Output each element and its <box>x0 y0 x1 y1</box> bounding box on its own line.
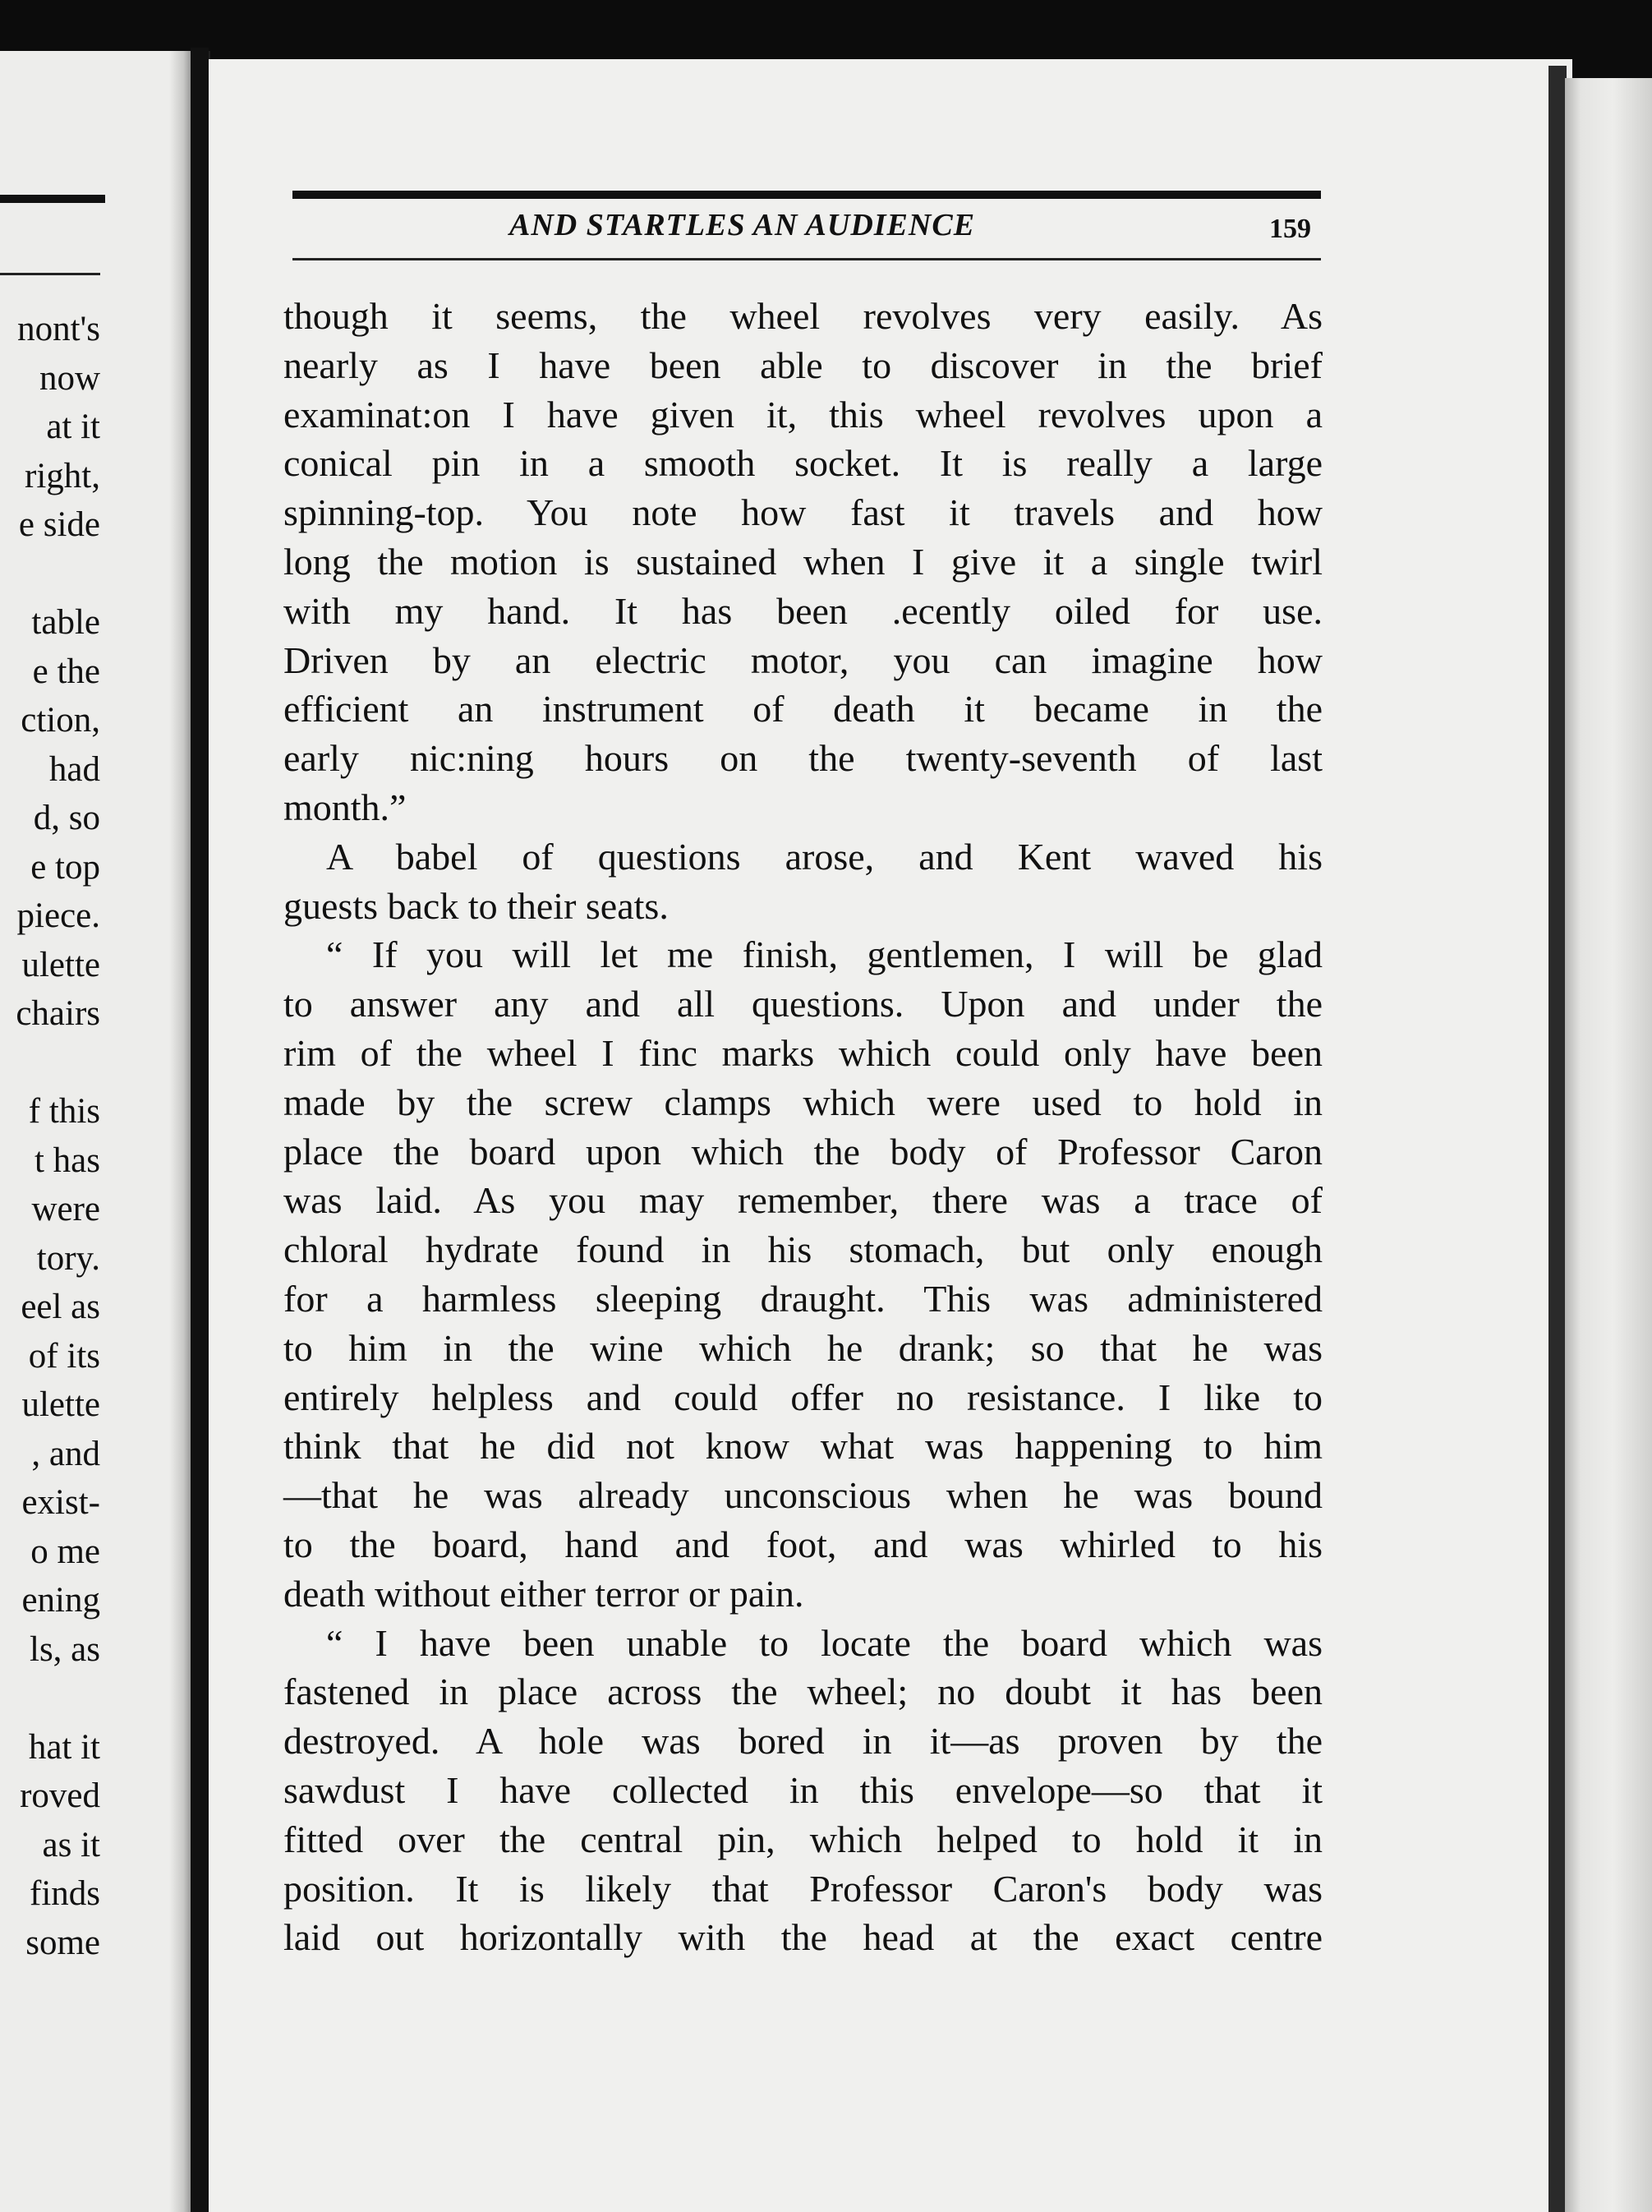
left-page-header-rule-thin <box>0 273 100 275</box>
left-page-line: tory. <box>36 1238 100 1278</box>
left-page-line: at it <box>46 408 100 446</box>
running-head: AND STARTLES AN AUDIENCE <box>509 208 976 242</box>
left-page-line: now <box>39 358 100 398</box>
left-page-line: d, so <box>33 799 100 837</box>
header-rule-top <box>292 191 1321 199</box>
left-page-line: f this <box>28 1092 100 1131</box>
left-page-text-fragments <box>16 305 100 1967</box>
text-line: rim of the wheel I finc marks which could only have been <box>283 1031 1323 1074</box>
text-line: was laid. As you may remember, there was a trace of <box>283 1179 1323 1222</box>
text-line: with my hand. It has been .ecently oiled for use. <box>283 589 1323 632</box>
text-line: for a harmless sleeping draught. This was administered <box>283 1277 1323 1320</box>
text-line: position. It is likely that Professor Caron's body was <box>283 1867 1323 1910</box>
left-page-line: o me <box>30 1532 100 1571</box>
text-line: place the board upon which the body of Professor Caron <box>283 1130 1323 1173</box>
left-page-line: were <box>31 1190 100 1228</box>
text-line: “ I have been unable to locate the board which was <box>326 1621 1323 1664</box>
left-page-line: eel as <box>21 1288 100 1326</box>
left-page-line: chairs <box>16 994 100 1033</box>
text-line: early nic:ning hours on the twenty-seventh of last <box>283 737 1323 780</box>
left-page-line: right, <box>25 456 100 495</box>
left-page-line: as it <box>42 1825 100 1864</box>
left-page-line: exist- <box>21 1483 100 1522</box>
left-page-line: finds <box>30 1874 100 1913</box>
left-page-line: ls, as <box>30 1629 100 1669</box>
text-line: death without either terror or pain. <box>283 1572 804 1615</box>
left-page-line: hat it <box>28 1727 100 1767</box>
book-spine <box>191 48 209 2212</box>
page-stack-edge <box>1565 78 1652 2212</box>
header-rule-bottom <box>292 258 1321 260</box>
left-page-line: e top <box>30 847 100 887</box>
left-page-line: of its <box>28 1336 100 1376</box>
text-line: to answer any and all questions. Upon and under the <box>283 983 1323 1025</box>
left-page-line: piece. <box>16 896 100 935</box>
text-line: chloral hydrate found in his stomach, but only enough <box>283 1228 1323 1271</box>
text-line: A babel of questions arose, and Kent waved his <box>326 835 1323 878</box>
text-line: long the motion is sustained when I give it a single twirl <box>283 540 1323 583</box>
text-line: though it seems, the wheel revolves very easily. As <box>283 295 1323 337</box>
text-line: laid out horizontally with the head at the exact centre <box>283 1916 1323 1959</box>
text-line: conical pin in a smooth socket. It is really a large <box>283 442 1323 485</box>
left-page-line <box>16 1039 100 1088</box>
left-page-line: roved <box>20 1777 100 1815</box>
text-line: to the board, hand and foot, and was whirled to his <box>283 1523 1323 1565</box>
text-line: guests back to their seats. <box>283 884 669 927</box>
left-page-header-rule <box>0 195 105 203</box>
left-page-line: nont's <box>17 310 100 348</box>
text-line: nearly as I have been able to discover in the brief <box>283 343 1323 386</box>
text-line: fitted over the central pin, which helped to hold it in <box>283 1818 1323 1860</box>
left-page-line: some <box>25 1923 100 1962</box>
page-edge-shadow <box>1548 66 1567 2212</box>
text-line: sawdust I have collected in this envelope—so that it <box>283 1768 1323 1811</box>
left-page-line: e the <box>32 652 100 691</box>
text-line: entirely helpless and could offer no resistance. I like to <box>283 1376 1323 1418</box>
body-text <box>283 292 1323 1962</box>
left-page-line: ening <box>21 1581 100 1620</box>
text-line: fastened in place across the wheel; no doubt it has been <box>283 1671 1323 1713</box>
left-page-line: , and <box>31 1434 100 1473</box>
text-line: —that he was already unconscious when he was bound <box>283 1474 1323 1517</box>
page-number: 159 <box>1269 214 1311 244</box>
left-page-line: ulette <box>21 1385 100 1424</box>
left-page-line: had <box>48 749 100 789</box>
text-line: examinat:on I have given it, this wheel revolves upon a <box>283 393 1323 435</box>
text-line: destroyed. A hole was bored in it—as proven by the <box>283 1720 1323 1763</box>
left-page-line: ction, <box>21 701 100 740</box>
left-facing-page <box>0 51 191 2212</box>
left-page-line <box>16 1674 100 1723</box>
text-line: month.” <box>283 786 407 828</box>
text-line: efficient an instrument of death it became in the <box>283 688 1323 730</box>
text-line: spinning-top. You note how fast it travels and how <box>283 491 1323 534</box>
text-line: “ If you will let me finish, gentlemen, I will be glad <box>326 933 1323 976</box>
left-page-line: table <box>31 603 100 642</box>
left-page-line: e side <box>18 505 100 544</box>
left-page-line: ulette <box>21 945 100 984</box>
left-page-line <box>16 550 100 599</box>
text-line: made by the screw clamps which were used to hold in <box>283 1081 1323 1123</box>
left-page-line: t has <box>34 1141 100 1180</box>
text-line: to him in the wine which he drank; so that he was <box>283 1326 1323 1369</box>
text-line: think that he did not know what was happening to him <box>283 1425 1323 1468</box>
text-line: Driven by an electric motor, you can imagine how <box>283 638 1323 681</box>
